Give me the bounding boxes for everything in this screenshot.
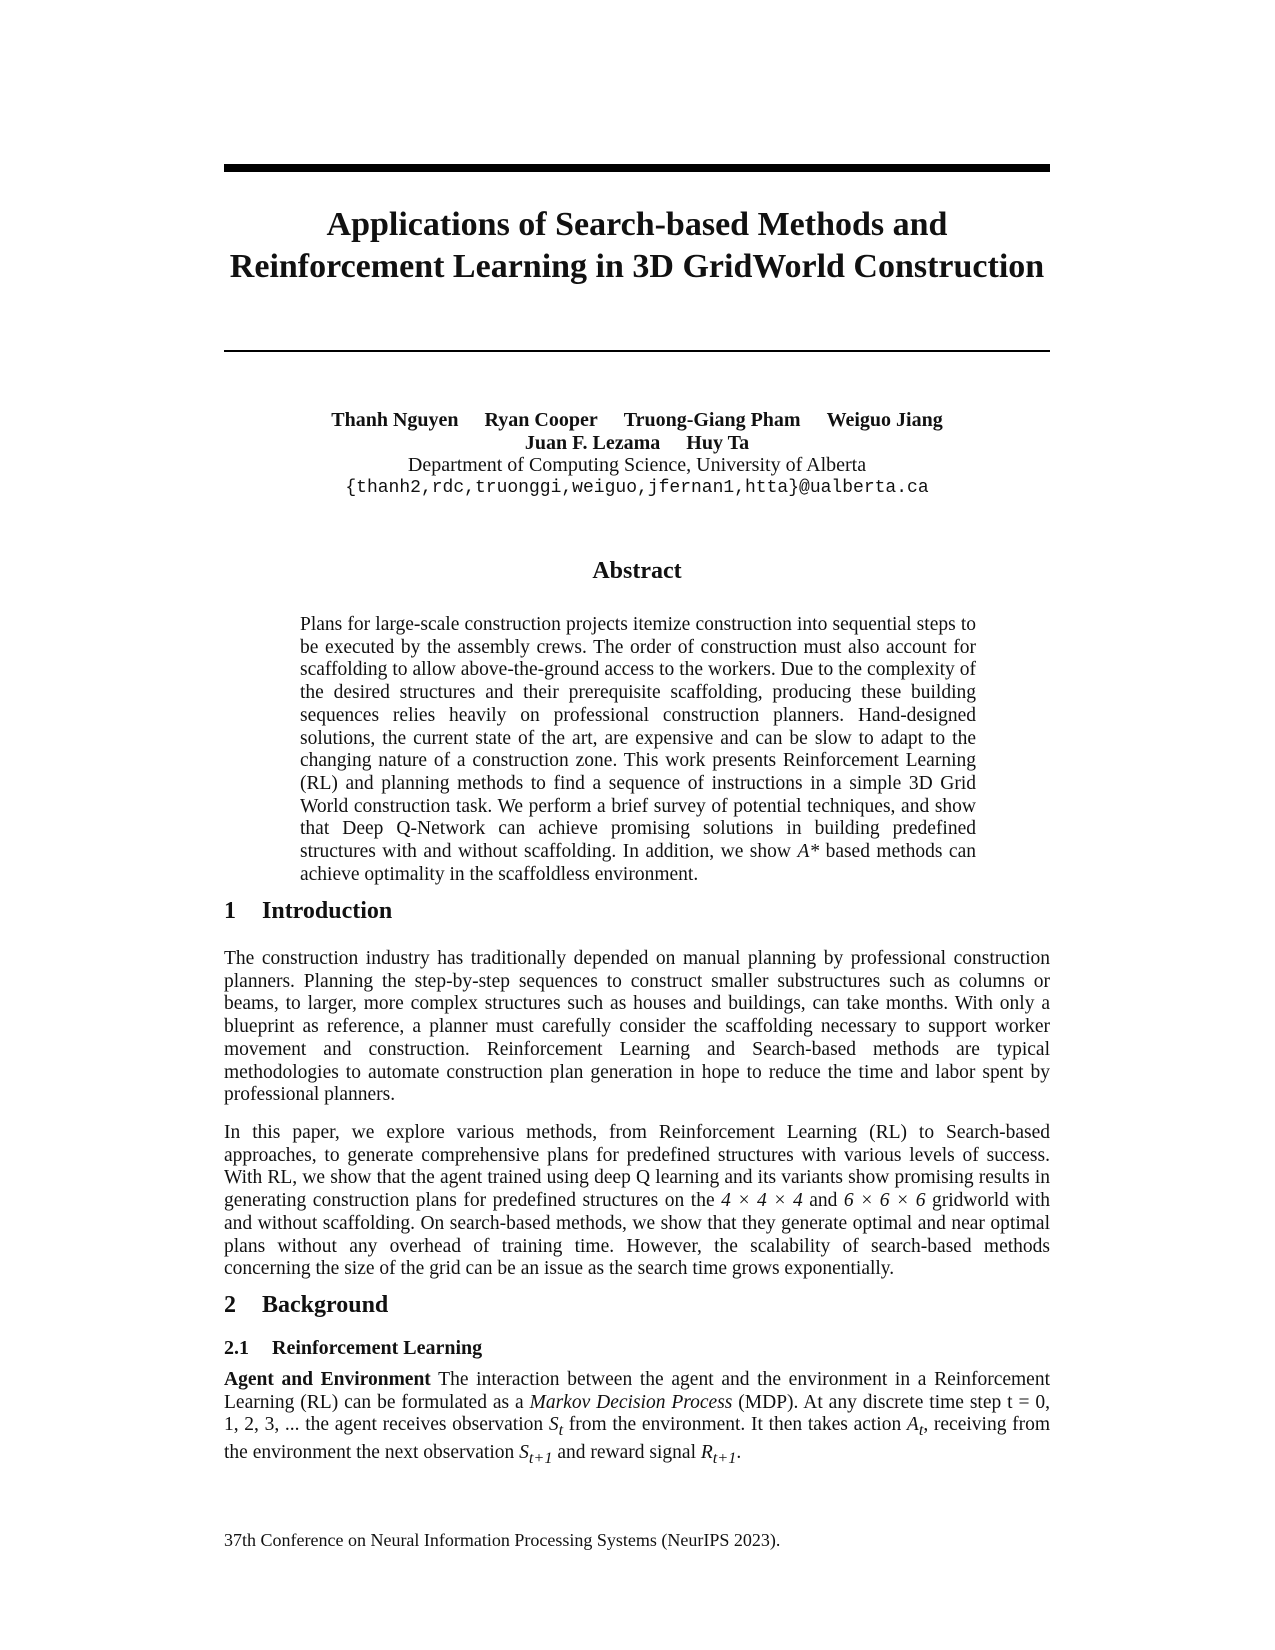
math-observation: $S_t$: [548, 1414, 564, 1440]
author-name: Weiguo Jiang: [826, 409, 943, 431]
section-number: 2: [224, 1292, 236, 1318]
paper-title: Applications of Search-based Methods and Reinforcement Learning in 3D GridWorld Construction: [229, 206, 1045, 285]
title-top-rule: [224, 164, 1050, 172]
math-next-observation: $S_{t+1}$: [519, 1442, 553, 1467]
author-name: Thanh Nguyen: [331, 409, 459, 431]
author-names-row-1: [224, 409, 1050, 432]
section-title: Background: [262, 1292, 389, 1318]
section-heading-background: [224, 1292, 388, 1319]
abstract-heading: Abstract: [592, 558, 682, 584]
author-name: Huy Ta: [686, 431, 750, 454]
paragraph-text: and: [809, 1190, 838, 1212]
author-emails: {thanh2,rdc,truonggi,weiguo,jfernan1,htta}@ualberta.ca: [345, 477, 929, 498]
math-action: $A_t$: [906, 1414, 924, 1440]
subsection-title: Reinforcement Learning: [272, 1337, 483, 1359]
paragraph-text: from the environment. It then takes action: [568, 1414, 902, 1436]
section-heading-introduction: [224, 898, 392, 925]
subsection-heading-rl: [224, 1337, 482, 1360]
title-bottom-rule: [224, 350, 1050, 352]
author-name: Juan F. Lezama: [524, 431, 661, 454]
author-name: Ryan Cooper: [484, 409, 598, 431]
paragraph-text: and reward signal: [557, 1442, 696, 1463]
math-a-star: A*: [797, 841, 820, 863]
mdp-term: Markov Decision Process: [529, 1391, 733, 1413]
paragraph-text: .: [736, 1442, 742, 1463]
intro-paragraph-2: [224, 1122, 1050, 1281]
math-grid-size: 6 × 6 × 6: [843, 1190, 926, 1212]
section-number: 1: [224, 898, 236, 924]
paragraph-text: , receiving from the environment the next observation: [224, 1414, 1051, 1463]
math-reward: $R_{t+1}$: [700, 1442, 737, 1467]
section-title: Introduction: [262, 898, 393, 924]
paragraph-text: gridworld with and without scaffolding. On search-based methods, we show that they generate optimal and near optimal plans without any overhead of training time. However, the scalability of search-based methods concerning the size of the grid can be an issue as the search time grows exponentially.: [224, 1190, 1051, 1280]
author-names-row-2: [224, 432, 1050, 455]
math-grid-size: 4 × 4 × 4: [721, 1190, 803, 1212]
author-block: [224, 409, 1050, 499]
abstract-text: [300, 614, 976, 886]
subsection-number: 2.1: [224, 1337, 249, 1359]
run-in-heading: Agent and Environment: [224, 1369, 431, 1390]
paragraph-text: (MDP). At any discrete time step t = 0, 1, 2, 3, ... the agent receives observation: [224, 1391, 1051, 1436]
abstract-text-part: Plans for large-scale construction projects itemize construction into sequential steps to be executed by the assembly crews. The order of construction must also account for scaffolding to allow above-the-ground access to the workers. Due to the complexity of the desired structures and their prerequisite scaffolding, producing these building sequences relies heavily on professional construction planners. Hand-designed solutions, the current state of the art, are expensive and can be slow to adapt to the changing nature of a construction zone. This work presents Reinforcement Learning (RL) and planning methods to find a sequence of instructions in a simple 3D Grid World construction task. We perform a brief survey of potential techniques, and show that Deep Q-Network can achieve promising solutions in building predefined structures with and without scaffolding. In addition, we show: [300, 614, 976, 863]
paragraph-text: The interaction between the agent and the environment in a Reinforcement Learning (RL) can be formulated as a: [224, 1369, 1051, 1413]
background-paragraph: [224, 1369, 1050, 1470]
intro-paragraph-1: The construction industry has traditionally depended on manual planning by professional construction planners. Planning the step-by-step sequences to construct smaller substructures such as columns or beams, to larger, more complex structures such as houses and buildings, can take months. With only a blueprint as reference, a planner must carefully consider the scaffolding necessary to support worker movement and construction. Reinforcement Learning and Search-based methods are typical methodologies to automate construction plan generation in hope to reduce the time and labor spent by professional planners.: [224, 948, 1050, 1106]
affiliation: Department of Computing Science, University of Alberta: [407, 454, 867, 476]
author-name: Truong-Giang Pham: [623, 409, 801, 431]
paragraph-text: In this paper, we explore various methods, from Reinforcement Learning (RL) to Search-based approaches, to generate comprehensive plans for predefined structures with various levels of success. With RL, we show that the agent trained using deep Q learning and its variants show promising results in generating construction plans for predefined structures on the: [224, 1122, 1050, 1212]
conference-footer: 37th Conference on Neural Information Processing Systems (NeurIPS 2023).: [224, 1530, 781, 1550]
abstract-text-part: based methods can achieve optimality in the scaffoldless environment.: [300, 841, 976, 885]
